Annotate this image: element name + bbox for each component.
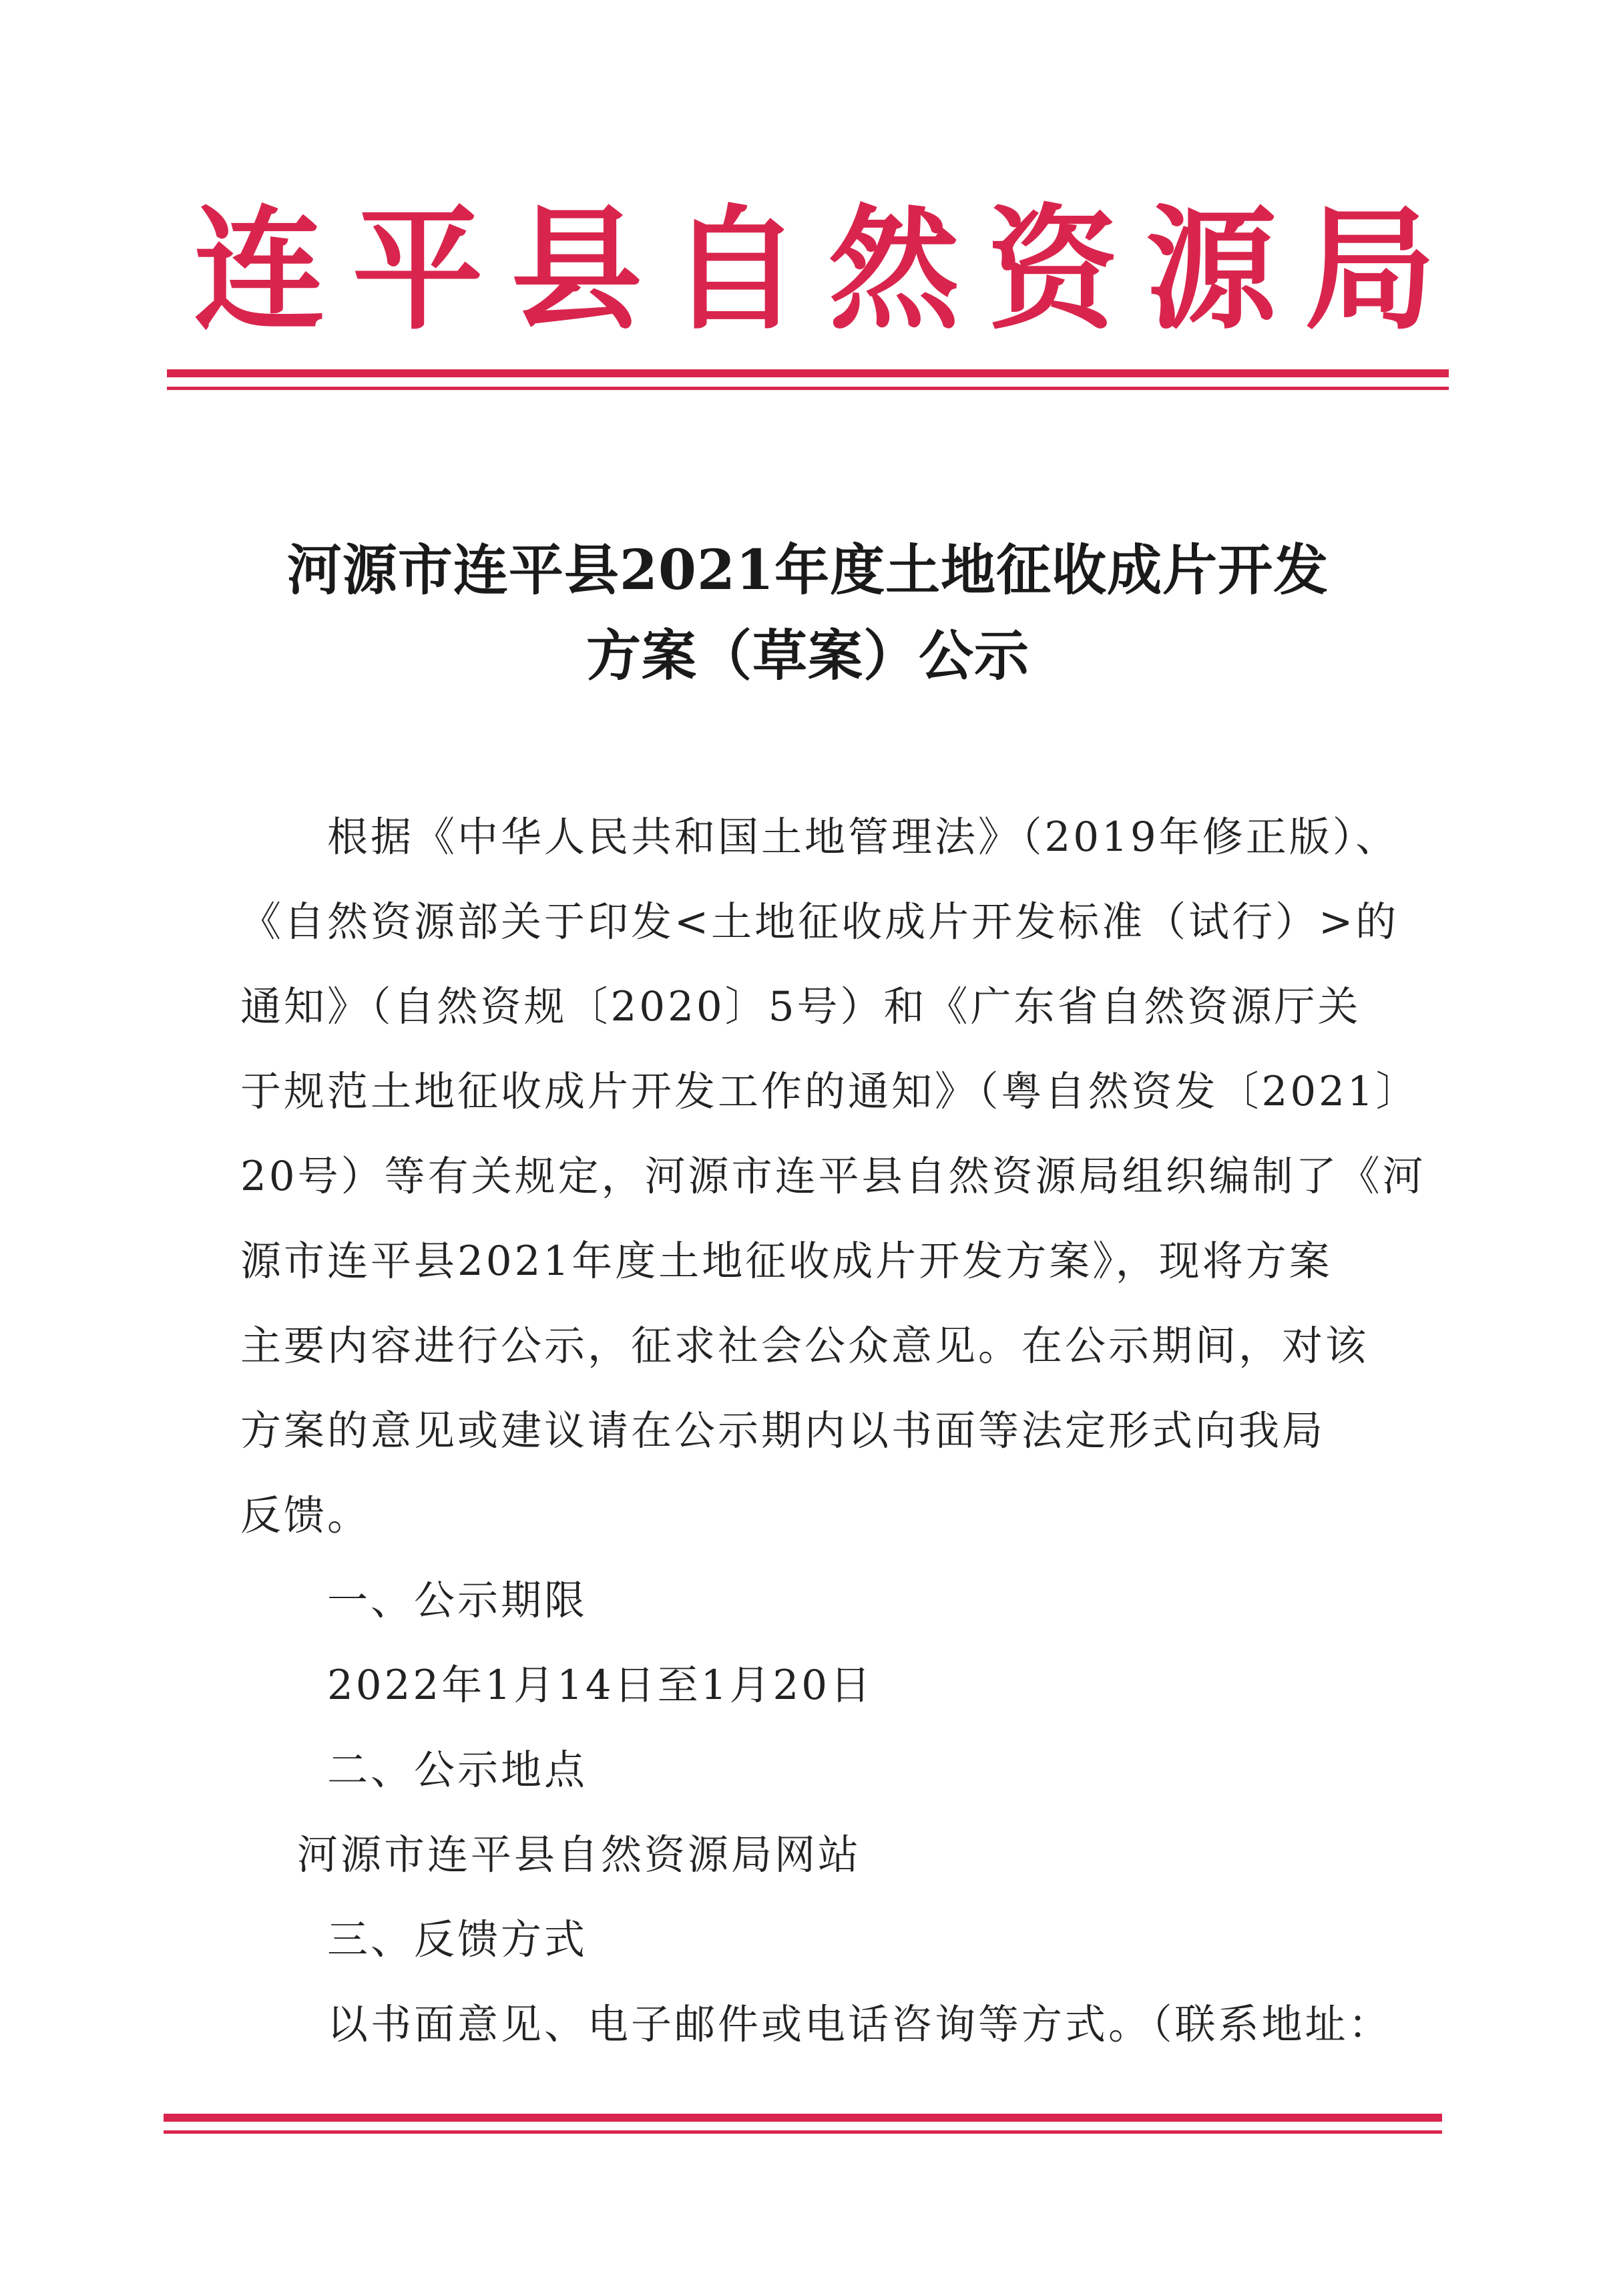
body-line: 反馈。 [240,1492,371,1539]
section-heading-feedback: 三、反馈方式 [327,1916,588,1963]
section-content-feedback: 以书面意见、电子邮件或电话咨询等方式。（联系地址： [327,2001,1392,2048]
masthead-char: 然 [828,192,959,349]
section-heading-location: 二、公示地点 [327,1746,588,1794]
masthead-char: 源 [1146,192,1277,349]
document-body [240,795,1426,2067]
body-line: 通知》（自然资规〔2020〕5号）和《广东省自然资源厅关 [240,983,1361,1030]
body-line: 《自然资源部关于印发<土地征收成片开发标准（试行）>的 [240,898,1399,946]
section-heading-period: 一、公示期限 [327,1577,588,1624]
title-line-2: 方案（草案）公示 [586,624,1029,688]
body-line: 主要内容进行公示，征求社会公众意见。在公示期间，对该 [240,1322,1369,1370]
red-divider-thin-top [167,387,1449,390]
title-line-1: 河源市连平县2021年度土地征收成片开发 [286,538,1329,602]
red-divider-thick-top [167,369,1449,377]
section-content-location: 河源市连平县自然资源局网站 [297,1831,862,1879]
masthead-red-header [194,190,1435,351]
body-line: 方案的意见或建议请在公示期内以书面等法定形式向我局 [240,1407,1326,1455]
body-line: 源市连平县2021年度土地征收成片开发方案》，现将方案 [240,1237,1333,1285]
masthead-char: 局 [1304,192,1435,349]
body-line: 根据《中华人民共和国土地管理法》（2019年修正版）、 [327,813,1399,861]
masthead-char: 平 [352,192,483,349]
section-content-period: 2022年1月14日至1月20日 [327,1662,874,1709]
masthead-char: 自 [670,192,801,349]
masthead-char: 连 [194,192,325,349]
masthead-char: 资 [987,192,1118,349]
body-line: 20号）等有关规定，河源市连平县自然资源局组织编制了《河 [240,1153,1426,1200]
red-divider-thick-bottom [164,2114,1442,2122]
masthead-char: 县 [511,192,642,349]
body-line: 于规范土地征收成片开发工作的通知》（粤自然资发〔2021〕 [240,1068,1419,1115]
red-divider-thin-bottom [164,2130,1442,2134]
document-title [167,528,1449,699]
